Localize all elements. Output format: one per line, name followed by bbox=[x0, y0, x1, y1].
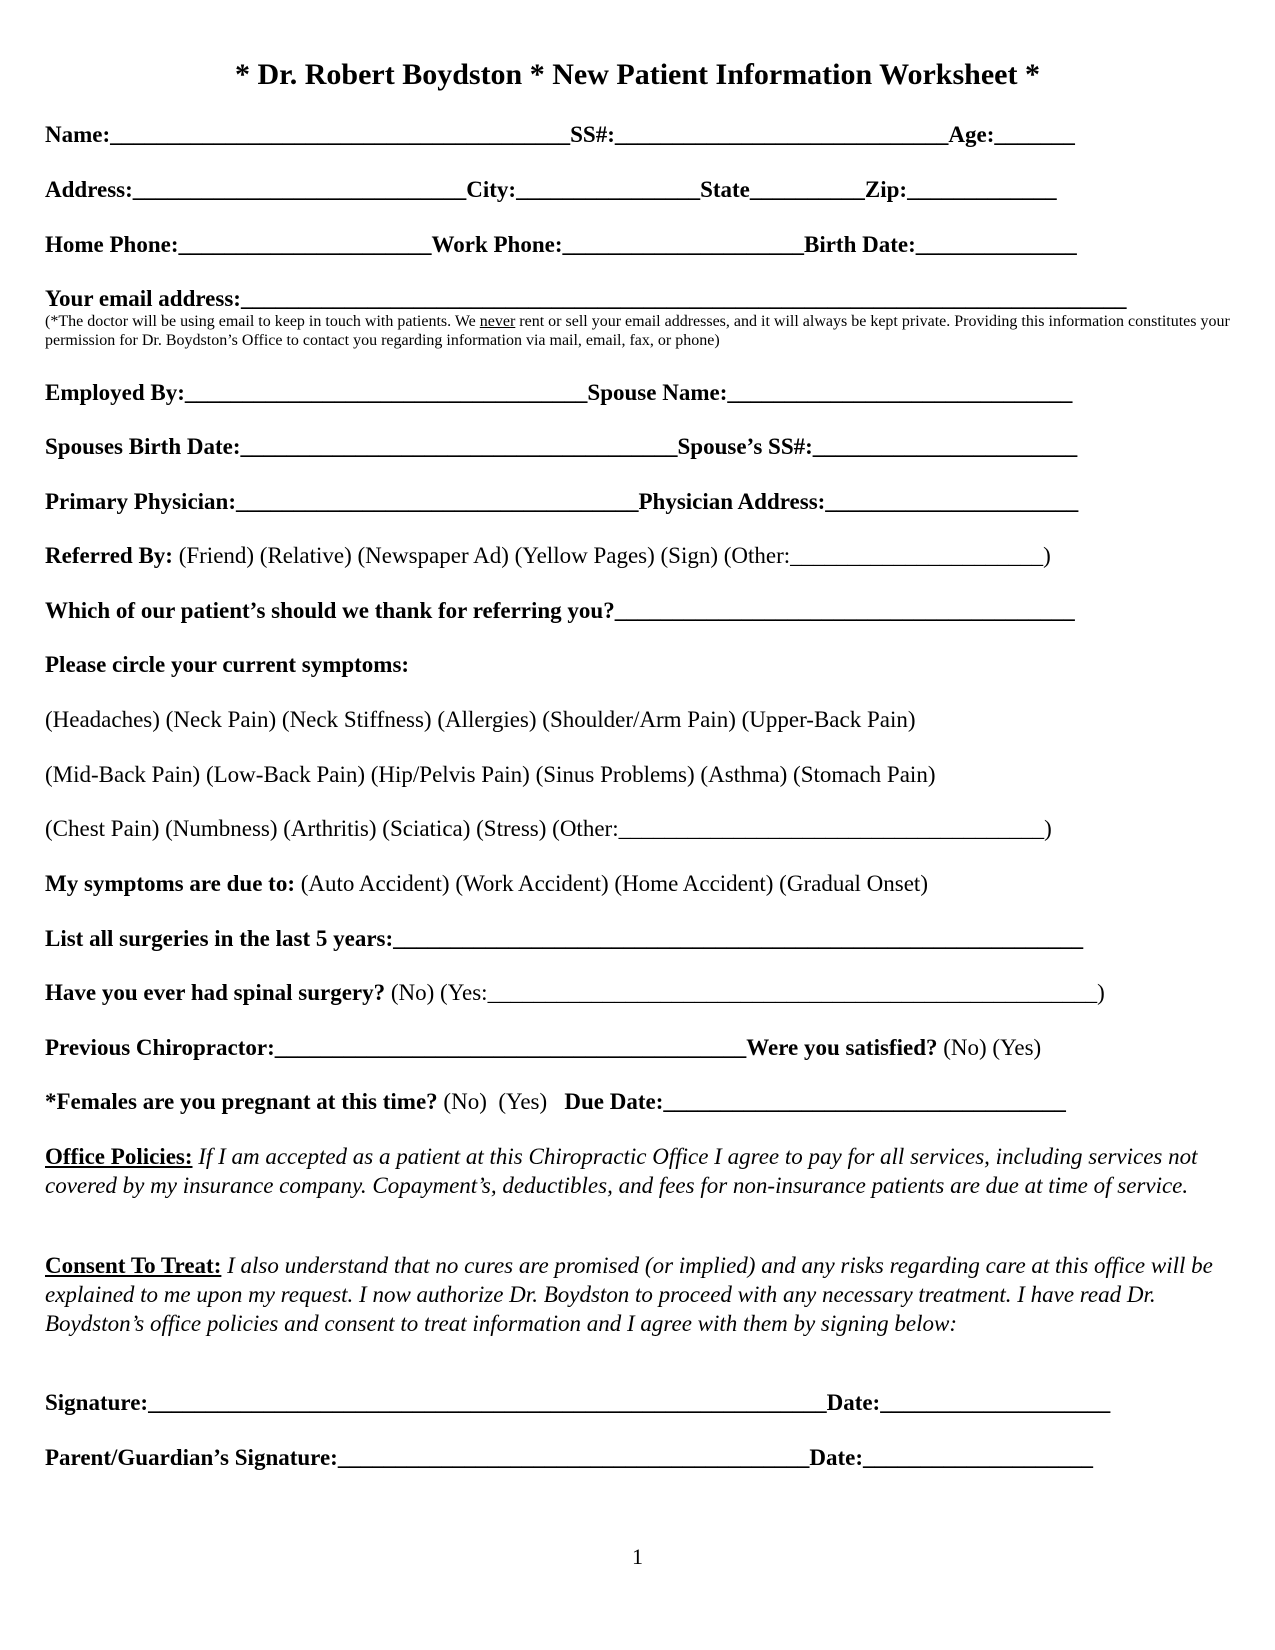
name-ss-age-row[interactable]: Name:________________________________________SS#:_____________________________Age:_______ bbox=[45, 122, 1075, 147]
symptoms-heading: Please circle your current symptoms: bbox=[45, 652, 410, 677]
consent-to-treat: Consent To Treat: I also understand that no cures are promised (or implied) and any risks regarding care at this office will be explained to me upon my request. I now authorize Dr. Boydston to proceed with any necessary treatment. I have read Dr. Boydston’s office policies and consent to treat information and I agree with them by signing below: bbox=[45, 1253, 1213, 1336]
surgeries-row[interactable]: List all surgeries in the last 5 years:____________________________________________________________ bbox=[45, 926, 1084, 951]
page-number: 1 bbox=[632, 1544, 643, 1569]
guardian-signature-row[interactable]: Parent/Guardian’s Signature:_________________________________________Date:____________________ bbox=[45, 1445, 1093, 1470]
phone-row[interactable]: Home Phone:______________________Work Phone:_____________________Birth Date:______________ bbox=[45, 232, 1077, 257]
symptoms-line-1[interactable]: (Headaches) (Neck Pain) (Neck Stiffness) (Allergies) (Shoulder/Arm Pain) (Upper-Back Pain) bbox=[45, 707, 916, 732]
referral-thanks-row[interactable]: Which of our patient’s should we thank for referring you?________________________________________ bbox=[45, 598, 1075, 623]
spouse-birth-ss-row[interactable]: Spouses Birth Date:______________________________________Spouse’s SS#:_______________________ bbox=[45, 434, 1078, 459]
employed-spouse-row[interactable]: Employed By:___________________________________Spouse Name:______________________________ bbox=[45, 380, 1073, 405]
page-title: * Dr. Robert Boydston * New Patient Information Worksheet * bbox=[235, 58, 1040, 91]
office-policies: Office Policies: If I am accepted as a patient at this Chiropractic Office I agree to pay for all services, including services not covered by my insurance company. Copayment’s, deductibles, and fees for non-insurance patients are due at time of service. bbox=[45, 1144, 1198, 1198]
signature-row[interactable]: Signature:___________________________________________________________Date:____________________ bbox=[45, 1390, 1111, 1415]
pregnancy-row[interactable]: *Females are you pregnant at this time? (No) (Yes) Due Date:___________________________________ bbox=[45, 1089, 1066, 1114]
email-note: (*The doctor will be using email to keep in touch with patients. We never rent or sell your email addresses, and it will always be kept private. Providing this information constitutes your permission for Dr. Boydston’s Office to contact you regarding information via mail, email, fax, or phone) bbox=[45, 313, 1230, 349]
referred-by-row[interactable]: Referred By: (Friend) (Relative) (Newspaper Ad) (Yellow Pages) (Sign) (Other:______________________) bbox=[45, 543, 1051, 568]
email-row[interactable]: Your email address:_____________________________________________________________________________ bbox=[45, 286, 1127, 311]
office-policies-heading: Office Policies: bbox=[45, 1144, 193, 1169]
symptoms-cause-row[interactable]: My symptoms are due to: (Auto Accident) (Work Accident) (Home Accident) (Gradual Onset) bbox=[45, 871, 928, 896]
previous-chiropractor-row[interactable]: Previous Chiropractor:_________________________________________Were you satisfied? (No) (Yes) bbox=[45, 1035, 1042, 1060]
address-row[interactable]: Address:_____________________________City:________________State__________Zip:_____________ bbox=[45, 177, 1057, 202]
symptoms-line-3[interactable]: (Chest Pain) (Numbness) (Arthritis) (Sciatica) (Stress) (Other:_____________________________________) bbox=[45, 816, 1052, 841]
symptoms-line-2[interactable]: (Mid-Back Pain) (Low-Back Pain) (Hip/Pelvis Pain) (Sinus Problems) (Asthma) (Stomach Pain) bbox=[45, 762, 936, 787]
spinal-surgery-row[interactable]: Have you ever had spinal surgery? (No) (Yes:_____________________________________________________) bbox=[45, 980, 1105, 1005]
physician-row[interactable]: Primary Physician:___________________________________Physician Address:______________________ bbox=[45, 489, 1079, 514]
consent-heading: Consent To Treat: bbox=[45, 1253, 222, 1278]
